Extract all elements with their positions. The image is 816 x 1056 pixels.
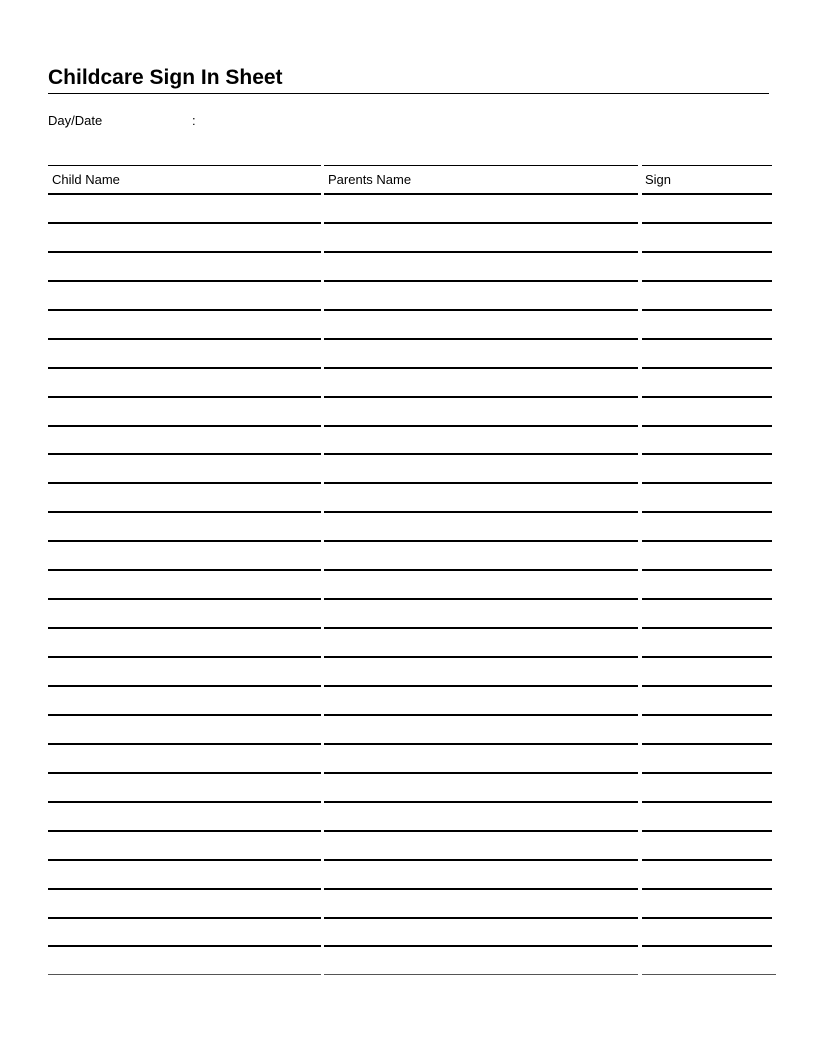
child-name-column-top-rule (48, 165, 321, 166)
column-header-parents-name: Parents Name (328, 172, 412, 187)
child-name-writing-line (48, 280, 321, 282)
child-name-writing-line (48, 772, 321, 774)
parents-name-writing-line (324, 511, 638, 513)
child-name-writing-line (48, 540, 321, 542)
parents-name-writing-line (324, 714, 638, 716)
parents-name-writing-line (324, 974, 638, 975)
child-name-writing-line (48, 917, 321, 919)
child-name-writing-line (48, 251, 321, 253)
column-header-sign: Sign (645, 172, 672, 187)
parents-name-writing-line (324, 367, 638, 369)
child-name-writing-line (48, 974, 321, 975)
child-name-writing-line (48, 193, 321, 195)
parents-name-writing-line (324, 309, 638, 311)
child-name-writing-line (48, 656, 321, 658)
sign-writing-line (642, 309, 772, 311)
child-name-writing-line (48, 425, 321, 427)
parents-name-writing-line (324, 338, 638, 340)
child-name-writing-line (48, 482, 321, 484)
child-name-writing-line (48, 830, 321, 832)
parents-name-writing-line (324, 280, 638, 282)
sign-writing-line (642, 569, 772, 571)
sign-writing-line (642, 945, 772, 947)
parents-name-writing-line (324, 656, 638, 658)
parents-name-writing-line (324, 772, 638, 774)
sign-writing-line (642, 772, 772, 774)
child-name-writing-line (48, 569, 321, 571)
sign-writing-line (642, 251, 772, 253)
child-name-writing-line (48, 367, 321, 369)
child-name-writing-line (48, 309, 321, 311)
child-name-writing-line (48, 801, 321, 803)
parents-name-writing-line (324, 888, 638, 890)
parents-name-writing-line (324, 627, 638, 629)
sign-writing-line (642, 888, 772, 890)
sign-writing-line (642, 540, 772, 542)
sign-writing-line (642, 280, 772, 282)
sign-writing-line (642, 685, 772, 687)
parents-name-writing-line (324, 945, 638, 947)
parents-name-writing-line (324, 540, 638, 542)
parents-name-writing-line (324, 251, 638, 253)
page-title: Childcare Sign In Sheet (48, 66, 283, 89)
child-name-writing-line (48, 685, 321, 687)
parents-name-writing-line (324, 569, 638, 571)
sign-writing-line (642, 801, 772, 803)
child-name-writing-line (48, 743, 321, 745)
sign-writing-line (642, 338, 772, 340)
sign-writing-line (642, 511, 772, 513)
child-name-writing-line (48, 888, 321, 890)
child-name-writing-line (48, 396, 321, 398)
child-name-writing-line (48, 598, 321, 600)
sign-writing-line (642, 396, 772, 398)
parents-name-column-top-rule (324, 165, 638, 166)
child-name-writing-line (48, 627, 321, 629)
child-name-writing-line (48, 338, 321, 340)
child-name-writing-line (48, 859, 321, 861)
sign-writing-line (642, 830, 772, 832)
parents-name-writing-line (324, 598, 638, 600)
child-name-writing-line (48, 453, 321, 455)
sign-column-top-rule (642, 165, 772, 166)
sign-writing-line (642, 453, 772, 455)
parents-name-writing-line (324, 425, 638, 427)
parents-name-writing-line (324, 743, 638, 745)
parents-name-writing-line (324, 801, 638, 803)
sign-writing-line (642, 627, 772, 629)
sign-writing-line (642, 425, 772, 427)
parents-name-writing-line (324, 830, 638, 832)
sign-writing-line (642, 974, 776, 975)
sign-writing-line (642, 714, 772, 716)
parents-name-writing-line (324, 917, 638, 919)
sign-writing-line (642, 222, 772, 224)
sign-writing-line (642, 598, 772, 600)
child-name-writing-line (48, 222, 321, 224)
parents-name-writing-line (324, 859, 638, 861)
sign-writing-line (642, 367, 772, 369)
parents-name-writing-line (324, 222, 638, 224)
parents-name-writing-line (324, 685, 638, 687)
parents-name-writing-line (324, 482, 638, 484)
sign-writing-line (642, 656, 772, 658)
date-field-label: Day/Date (48, 113, 103, 128)
title-divider (48, 93, 769, 94)
parents-name-writing-line (324, 453, 638, 455)
sign-writing-line (642, 917, 772, 919)
child-name-writing-line (48, 945, 321, 947)
date-field-separator: : (192, 113, 196, 128)
column-header-child-name: Child Name (52, 172, 120, 187)
child-name-writing-line (48, 714, 321, 716)
parents-name-writing-line (324, 396, 638, 398)
sign-writing-line (642, 859, 772, 861)
parents-name-writing-line (324, 193, 638, 195)
sign-writing-line (642, 193, 772, 195)
child-name-writing-line (48, 511, 321, 513)
sign-writing-line (642, 482, 772, 484)
sign-writing-line (642, 743, 772, 745)
